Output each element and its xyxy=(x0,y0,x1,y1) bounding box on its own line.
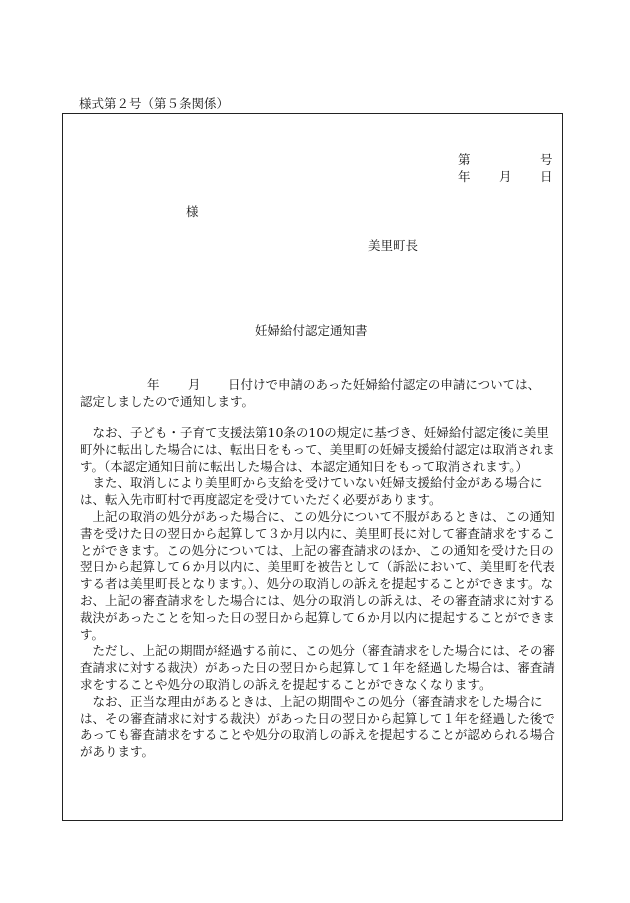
date-year: 年 xyxy=(458,169,471,184)
body-text xyxy=(80,425,558,761)
intro-line2: 認定しましたので通知します。 xyxy=(80,394,255,409)
paragraph-transfer: なお、子ども・子育て支援法第10条の10の規定に基づき、妊婦給付認定後に美里町外に転出した場合には、転出日をもって、美里町の妊婦支援給付認定は取消されます。（本認定通知日前に転出した場合は、本認定通知日をもって取消されます。） xyxy=(80,425,555,474)
sender: 美里町長 xyxy=(368,238,419,253)
paragraph-deadline: ただし、上記の期間が経過する前に、この処分（審査請求をした場合には、その審査請求に対する裁決）があった日の翌日から起算して１年を経過した場合は、審査請求をすることや処分の取消しの訴えを提起することができなくなります。 xyxy=(80,643,556,692)
paragraph-unpaid: また、取消しにより美里町から支給を受けていない妊婦支援給付金がある場合には、転入先市町村で再度認定を受けていただく必要があります。 xyxy=(80,475,543,508)
document-title: 妊婦給付認定通知書 xyxy=(255,323,368,338)
paragraph-exception: なお、正当な理由があるときは、上記の期間やこの処分（審査請求をした場合には、その審査請求に対する裁決）があった日の翌日から起算して１年を経過した後であっても審査請求をすることや処分の取消しの訴えを提起することが認められる場合があります。 xyxy=(80,693,555,760)
paragraph-appeal: 上記の取消の処分があった場合に、この処分について不服があるときは、この通知書を受けた日の翌日から起算して３か月以内に、美里町長に対して審査請求をすることができます。この処分については、上記の審査請求のほか、この通知を受けた日の翌日から起算して６か月以内に、美里町を被告として（訴訟において、美里町を代表する者は美里町長となります。）、処分の取消しの訴えを提起することができます。なお、上記の審査請求をした場合には、処分の取消しの訴えは、その審査請求に対する裁決があったことを知った日の翌日から起算して６か月以内に提起することができます。 xyxy=(80,508,556,642)
intro-rest: 日付けで申請のあった妊婦給付認定の申請については、 xyxy=(228,377,541,392)
number-prefix: 第 xyxy=(458,152,471,167)
number-suffix: 号 xyxy=(540,152,553,167)
date-month: 月 xyxy=(499,169,512,184)
date-day: 日 xyxy=(540,169,553,184)
intro-month: 月 xyxy=(188,377,201,392)
addressee-suffix: 様 xyxy=(186,204,199,219)
intro-year: 年 xyxy=(147,377,160,392)
form-label: 様式第２号（第５条関係） xyxy=(79,96,230,111)
document-frame xyxy=(62,113,563,821)
